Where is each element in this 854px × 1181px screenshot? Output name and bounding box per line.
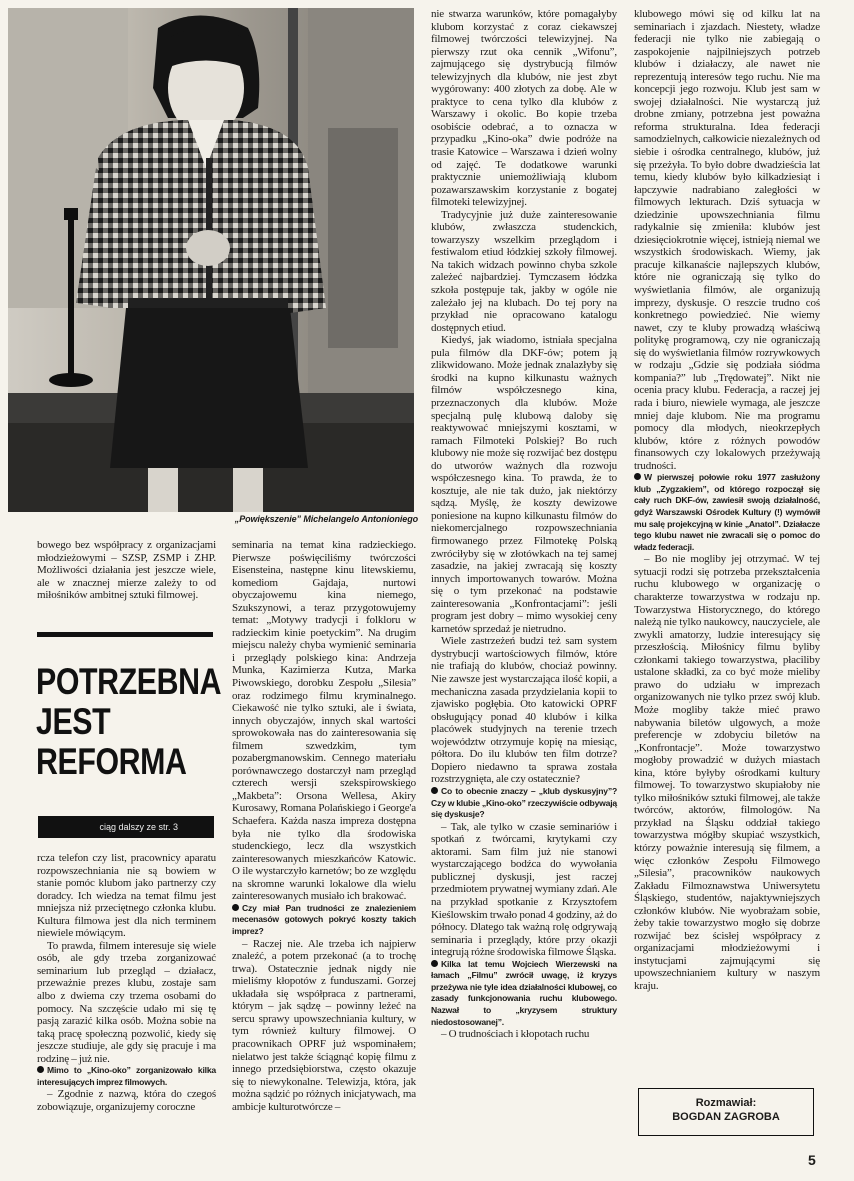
column-1-top [37, 539, 216, 602]
bullet-icon [431, 787, 438, 794]
paragraph: klubowego mówi się od kilku lat na seminariach i zjazdach. Niestety, władze federacji nie tylko nie zabiegają o zaspokojenie najpilniejszych potrzeb klubów i działaczy, ale nawet nie reprezentują interesów tego ruchu. Nie ma koncepcji jego rozwoju. Klub jest sam w swojej działalności. Nie wystarczą już drobne zmiany, potrzebna jest poważna reforma strukturalna. Idea federacji samodzielnych, całkowicie niezależnych od siebie i ośrodka centralnego, klubów, już się przeżyła. To było dobre dwadzieścia lat temu, kiedy klubów było kilkadziesiąt i łapczywie nadrabiano zaległości w filmowych lekturach. Dziś sytuacja w dziedzinie upowszechniania filmu radykalnie się zmieniła: klubów jest dziesięciokrotnie więcej, istnieją niemal we wszystkich środowiskach. Wiemy, jak pracuje kilkanaście najlepszych klubów, które nie ograniczają się tylko do wyświetlania filmów, ale organizują imprezy, dyskusje. O reszcie trudno coś konkretnego powiedzieć. Nie wiemy nawet, czy te kluby prowadzą właściwą politykę programową, czy nie ograniczają się do wyświetlania filmów rozrywkowych w rodzaju „Gdzie się podziała siódma kompania?” lub „Trędowatej”. Nikt nie ocenia pracy klubu. Federacja, a raczej jej rada i biuro, niewiele wymaga, ale jeszcze mniej daje klubom. Nie ma programu pomocy dla młodych, nieokrzepłych klubów, które z różnych powodów finansowych czy lokalowych przeżywają trudności. [634, 8, 820, 472]
paragraph: Wiele zastrzeżeń budzi też sam system dystrybucji wartościowych filmów, które nie trafiają do klubów, chociaż powinny. Nie zawsze jest wystarczająca ilość kopii, a mechaniczna zasada przydzielania kopii to zjawisko pogłębia. Oto katowicki OPRF obsługujący ponad 40 klubów i kilka placówek studyjnych na terenie trzech województw otrzymuje kopię na miesiąc, półtora. Do ilu klubów ten film dotrze? Dopiero niedawno ta sprawa została rozstrzygnięta, ale czy ostatecznie? [431, 635, 617, 786]
bullet-icon [232, 904, 239, 911]
bullet-icon [634, 473, 641, 480]
paragraph: bowego bez współpracy z organizacjami młodzieżowymi – SZSP, ZSMP i ZHP. Możliwości działania jest jeszcze wiele, ale w znacznej mierze zależy to od miłośników ambitnej sztuki filmowej. [37, 539, 216, 602]
film-still-photo [8, 8, 414, 512]
column-4 [634, 8, 820, 993]
headline-line: REFORMA [36, 741, 187, 782]
paragraph: – Raczej nie. Ale trzeba ich najpierw znaleźć, a potem przekonać (a to trochę trwa). Ostatecznie jednak nigdy nie mieliśmy kłopotów z funduszami. Gorzej układała się współpraca z partnerami, którym – jak sądzę – powinny leżeć na sercu sprawy upowszechniania kultury, w tym również kultury filmowej. O pracownikach OPRF już wspominałem; nielatwo jest także ściągnąć kopię filmu z innego przedsiębiorstwa, często okazuje się to niewykonalne. Telewizja, która, jak można sądzić po różnych inicjatywach, ma ambicje kulturotwórcze – [232, 937, 416, 1113]
interview-question [634, 472, 820, 553]
paragraph: Tradycyjnie już duże zainteresowanie klubów, zwłaszcza studenckich, towarzyszy wszelkim przeglądom i festiwalom etiud łódzkiej szkoły filmowej. Na takich widzach powinno chyba szkole zależeć najbardziej. Tymczasem łódzka szkoła postępuje tak, jakby w ogóle nie zależało jej na klubach. Do tej pory na przykład nie opracowano katalogu dostępnych etiud. [431, 208, 617, 334]
paragraph: – O trudnościach i kłopotach ruchu [441, 1028, 590, 1041]
question-text: Czy miał Pan trudności ze znalezieniem mecenasów gotowych pokryć koszty takich imprez? [232, 902, 416, 937]
interview-question [232, 903, 416, 938]
question-text: W pierwszej połowie roku 1977 zasłużony klub „Zygzakiem”, od którego rozpoczął się cały ruch DKF-ów, zawiesił swoją działalność, gdyż Warszawski Ośrodek Kultury (!) wymówił mu salę projekcyjną w kinie „Anatol”. Działacze tego klubu nawet nie zwracali się o pomoc do władz federacji. [634, 472, 820, 552]
interview-question [431, 786, 617, 821]
headline-line: JEST [36, 701, 111, 742]
column-2 [232, 539, 416, 1113]
continued-banner: ciąg dalszy ze str. 3 [38, 816, 214, 838]
paragraph: – Tak, ale tylko w czasie seminariów i spotkań z twórcami, krytykami czy aktorami. Sam film już nie stanowi wystarczającego bodźca do wywołania publicznej dyskusji, jest raczej przedmiotem prywatnej wymiany zdań. Ale na przykład spotkanie z Krzysztofem Kieślowskim trwało ponad 4 godziny, aż do północy. Dlatego tak ważną rolę odgrywają seminaria i przeglądy, które przy okazji integrują różne środowiska filmowe Śląska. [431, 820, 617, 959]
bullet-icon [431, 960, 438, 967]
interviewer-box [638, 1088, 814, 1136]
bullet-icon [37, 1066, 44, 1073]
page-number: 5 [808, 1152, 816, 1168]
headline-line: POTRZEBNA [36, 661, 222, 702]
paragraph: seminaria na temat kina radzieckiego. Pierwsze poświęciliśmy twórczości Eisensteina, następne kinu litewskiemu, komediom Gajdaja, nurtowi obyczajowemu kina niemego, Szukszynowi, a teraz przygotowujemy temat: „Motywy tradycji i folkloru w radzieckim kinie poetyckim”. Na drugim miejscu należy chyba wymienić seminaria i przeglądy polskiego kina: Andrzeja Munka, Kazimierza Kutza, Marka Piwowskiego, dorobku Zespołu „Silesia” oraz rodzimego filmu kryminalnego. Ciekawość nie tylko sztuki, ale i świata, innych obyczajów, innych skal wartości sprowokowała nas do zainteresowania się filmem szwedzkim, tym pozabergmanowskim. Cennego materiału porównawczego dostarczył nam przegląd czterech wersji szekspirowskiego „Makbeta”: Orsona Wellesa, Akiry Kurosawy, Romana Polańskiego i George'a Schaefera. Każda nasza impreza dostępna była nie tylko dla środowiska studenckiego, lecz dla wszystkich zainteresowanych mieszkańców Katowic. O ile wystarczyło karnetów; bo ze względu na skromne warunki lokalowe dla wielu zainteresowanych musiało ich brakować. [232, 539, 416, 903]
paragraph: – Bo nie mogliby jej otrzymać. W tej sytuacji rodzi się potrzeba przekształcenia ruchu klubowego w organizację o charakterze towarzystwa w rodzaju np. Towarzystwa Historycznego, do którego należą nie tylko naukowcy, nauczyciele, ale zwykli amatorzy, ludzie interesujący się przeszłością. Miłośnicy filmu byliby członkami takiego towarzystwa, płaciliby ustalone składki, za co być może mieliby prawo do udziału w imprezach organizowanych nie tylko przez swój klub. Może mogliby także mieć prawo nabywania biletów ulgowych, a może preferencje w zdobyciu biletów na „Konfrontacje”. Może towarzystwo mogłoby prowadzić w dużych miastach kina, które byłyby ośrodkami kultury filmowej. To towarzystwo skupiałoby nie tylko miłośników sztuki filmowej, ale także twórców, aktorów, filmologów. Na przykład na Śląsku oddział takiego towarzystwa mógłby skupiać wszystkich, którzy poważnie interesują się filmem, a więc członków Zespołu Filmowego „Silesia”, pracowników naukowych Zakładu Filmoznawstwa Uniwersytetu Śląskiego, studentów, najaktywniejszych członków klubów. Nie wyobrażam sobie, żeby takie towarzystwo mogło się dobrze rozwijać bez ścisłej współpracy z organizacjami młodzieżowymi i instytucjami zajmującymi się upowszechnianiem kultury w naszym kraju. [634, 553, 820, 992]
paragraph: rcza telefon czy list, pracownicy aparatu rozpowszechniania nie są bowiem w stanie pomóc klubom jako partnerzy czy doradcy. Ich wiedza na temat filmu jest mniejsza niż przeciętnego członka klubu. Kultura filmowa jest dla nich terminem niewiele mówiącym. [37, 852, 216, 940]
interviewer-label: Rozmawiał: [695, 1097, 757, 1109]
interview-question [37, 1065, 216, 1088]
photo-illustration [8, 8, 414, 512]
column-3 [431, 8, 617, 1041]
question-text: Co to obecnie znaczy – „klub dyskusyjny”? Czy w klubie „Kino-oko” rzeczywiście odbywają się dyskusje? [431, 785, 617, 820]
interview-question [431, 959, 617, 1029]
photo-caption: „Powiększenie” Michelangelo Antonioniego [234, 514, 418, 524]
headline-rule [37, 632, 213, 637]
paragraph: nie stwarza warunków, które pomagałyby klubom korzystać z coraz ciekawszej filmowej twórczości telewizyjnej. Na pierwszy rzut oka cennik „Wifonu”, zajmującego się dystrybucją filmów telewizyjnych dla klubów, nie jest zbyt wygórowany: 400 złotych za dobę. Ale w praktyce to cena tylko dla klubów z Warszawy i okolic. Bo kopie trzeba osobiście odebrać, a to oznacza w przypadku „Kino-oka” dwie podróże na trasie Katowice – Warszawa i dzień wolny od zajęć. Te dodatkowe warunki praktycznie uniemożliwiają klubom pozawarszawskim korzystanie z bogatej filmoteki telewizyjnej. [431, 8, 617, 209]
question-text: Kilka lat temu Wojciech Wierzewski na łamach „Filmu” zwrócił uwagę, iż kryzys przeżywa nie tyle idea działalności klubowej, co zasady funkcjonowania ruchu klubowego. Nazwał to „kryzysem struktury niedostosowanej”. [431, 958, 617, 1027]
paragraph: Kiedyś, jak wiadomo, istniała specjalna pula filmów dla DKF-ów; potem ją zlikwidowano. Może jednak znalazłyby się środki na kupno kilkunastu ważnych filmów współczesnego kina, przeznaczonych dla klubów. Może specjalną pulę klubową daloby się reaktywować mniejszymi kosztami, w ramach Filmoteki Polskiej? Bo ruch klubowy nie może się rozwijać bez dostępu do utworów ważnych dla rozwoju współczesnego kina. To prawda, że to kosztuje, ale nie tak dużo, jak niektórzy sądzą. Myślę, że koszty dewizowe poniesione na kupno kilkunastu filmów do niekomercjalnego rozpowszechniania firmowanego przez Filmotekę Polską zwróciłyby się w złotówkach na tej samej zasadzie, na jakiej zwracają się koszty innych importowanych towarów. Można się o tym przekonać na podstawie zainteresowania „Konfrontacjami”: jeśli program jest dobry – mimo wysokiej ceny karnetów sprzedaż je nietrudno. [431, 334, 617, 635]
interviewer-name: BOGDAN ZAGROBA [672, 1111, 780, 1123]
question-text: Mimo to „Kino-oko” zorganizowało kilka interesujących imprez filmowych. [37, 1065, 216, 1087]
column-1 [37, 852, 216, 1114]
paragraph: To prawda, filmem interesuje się wiele osób, ale gdy trzeba zorganizować seminarium lub przegląd – działacz, przeważnie prezes klubu, zostaje sam albo z dwiema czy trzema osobami do pomocy. Na szczęście udało mi się tę pasją zarazić kilka osób. Można sobie na taką pracę społeczną pozwolić, kiedy się jeszcze studiuje, ale gdy się pracuje i ma rodzinę – już nie. [37, 939, 216, 1065]
paragraph: – Zgodnie z nazwą, która do czegoś zobowiązuje, organizujemy coroczne [37, 1088, 216, 1114]
headline [36, 661, 222, 782]
